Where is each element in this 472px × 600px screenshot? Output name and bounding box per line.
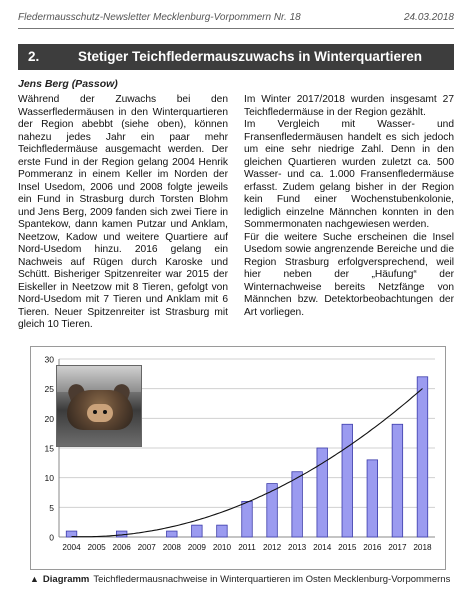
x-tick-label: 2009 — [187, 543, 206, 552]
y-tick-label: 20 — [44, 413, 54, 424]
bat-eye — [103, 410, 107, 414]
paragraph: Im Vergleich mit Wasser- und Fransenfledermäusen handelt es sich jedoch um eine sehr niedrige Zahl. Denn in den gleichen Quartieren wurden zuletzt ca. 500 Wasser- und ca. 1.000 Fransenfledermäuse erfasst. Zudem gelang bisher in der Region kein Fund einer Wochenstubenkolonie, lediglich einzelne Männchen konnten in den Sommermonaten nachgewiesen werden. — [244, 119, 454, 230]
bar-2017 — [392, 424, 403, 537]
x-tick-label: 2018 — [413, 543, 432, 552]
x-tick-label: 2017 — [388, 543, 407, 552]
x-tick-label: 2006 — [112, 543, 131, 552]
caption-label: Diagramm — [42, 574, 90, 585]
paragraph: Für die weitere Suche erscheinen die Insel Usedom sowie angrenzende Bereiche und die Region Strasburg erfolgversprechend, weil hier neben der „Häufung“ der Winternachweise bereits Netzfänge von Männchen bzw. Detektorbeobachtungen der Art vorliegen. — [244, 231, 454, 318]
author: Jens Berg (Passow) — [18, 78, 118, 90]
bar-2018 — [417, 377, 428, 537]
bar-2015 — [342, 424, 353, 537]
caption-marker: ▲ — [30, 574, 39, 584]
bar-2016 — [367, 460, 378, 537]
x-tick-label: 2010 — [212, 543, 232, 552]
left-column — [18, 94, 228, 332]
y-tick-label: 0 — [49, 532, 54, 543]
paragraph: Im Winter 2017/2018 wurden insgesamt 27 Teichfledermäuse in der Region gezählt. — [244, 94, 454, 118]
newsletter-title: Fledermausschutz-Newsletter Mecklenburg-Vorpommern Nr. 18 — [18, 12, 301, 23]
x-tick-label: 2014 — [313, 543, 332, 552]
section-number: 2. — [28, 49, 40, 64]
y-tick-label: 10 — [44, 473, 54, 484]
caption-text: Teichfledermausnachweise in Winterquartieren im Osten Mecklenburg-Vorpommerns — [93, 574, 451, 585]
bat-photo — [56, 365, 142, 447]
x-tick-label: 2012 — [262, 543, 282, 552]
section-title: Stetiger Teichfledermauszuwachs in Winterquartieren — [78, 49, 422, 64]
x-tick-label: 2007 — [137, 543, 156, 552]
y-tick-label: 15 — [44, 443, 54, 454]
x-tick-label: 2011 — [238, 543, 256, 552]
x-tick-label: 2015 — [338, 543, 357, 552]
bar-2010 — [217, 525, 228, 537]
paragraph: Während der Zuwachs bei den Wasserfledermäusen in den Winterquartieren der Region abebbt (siehe oben), können nahezu jedes Jahr ein paar mehr Teichfledermäuse ausgemacht werden. Der erste Fund in der Region gelang 2004 Henrik Pommeranz in einem Keller im Norden der Insel Usedom, 2006 und 2008 folgte jeweils ein Fund in Strasburg durch Torsten Blohm und Jens Berg, 2009 fanden sich zwei Tiere in Spantekow, dann kamen Putzar und Anklam, Neetzow, Kadow und weitere Quartiere auf Nord-Usedom hinzu. 2016 gelang ein Nachweis auf Rügen durch Karoske und Schütt. Bisheriger Spitzenreiter war 2015 der Eiskeller in Neetzow mit 8 Tieren, gefolgt von Nord-Usedom mit 7 Tieren und Anklam mit 6 Tieren. Neuer Spitzenreiter ist Strasburg mit gleich 10 Tieren. — [18, 94, 228, 330]
bar-2011 — [242, 501, 253, 537]
x-tick-label: 2005 — [87, 543, 106, 552]
x-tick-label: 2013 — [288, 543, 307, 552]
figure-caption — [30, 574, 450, 585]
x-tick-label: 2016 — [363, 543, 382, 552]
bat-eye — [93, 410, 97, 414]
y-tick-label: 30 — [44, 354, 54, 365]
bar-2008 — [167, 531, 178, 537]
y-tick-label: 5 — [49, 502, 54, 513]
y-tick-label: 25 — [44, 384, 54, 395]
x-tick-label: 2008 — [162, 543, 181, 552]
bar-2013 — [292, 472, 303, 537]
issue-date: 24.03.2018 — [403, 12, 454, 23]
page-header — [18, 10, 454, 29]
section-title-bar — [18, 44, 454, 70]
bar-2009 — [192, 525, 203, 537]
x-tick-label: 2004 — [62, 543, 81, 552]
bat-face — [87, 404, 113, 422]
bar-2012 — [267, 484, 278, 537]
right-column — [244, 94, 454, 319]
